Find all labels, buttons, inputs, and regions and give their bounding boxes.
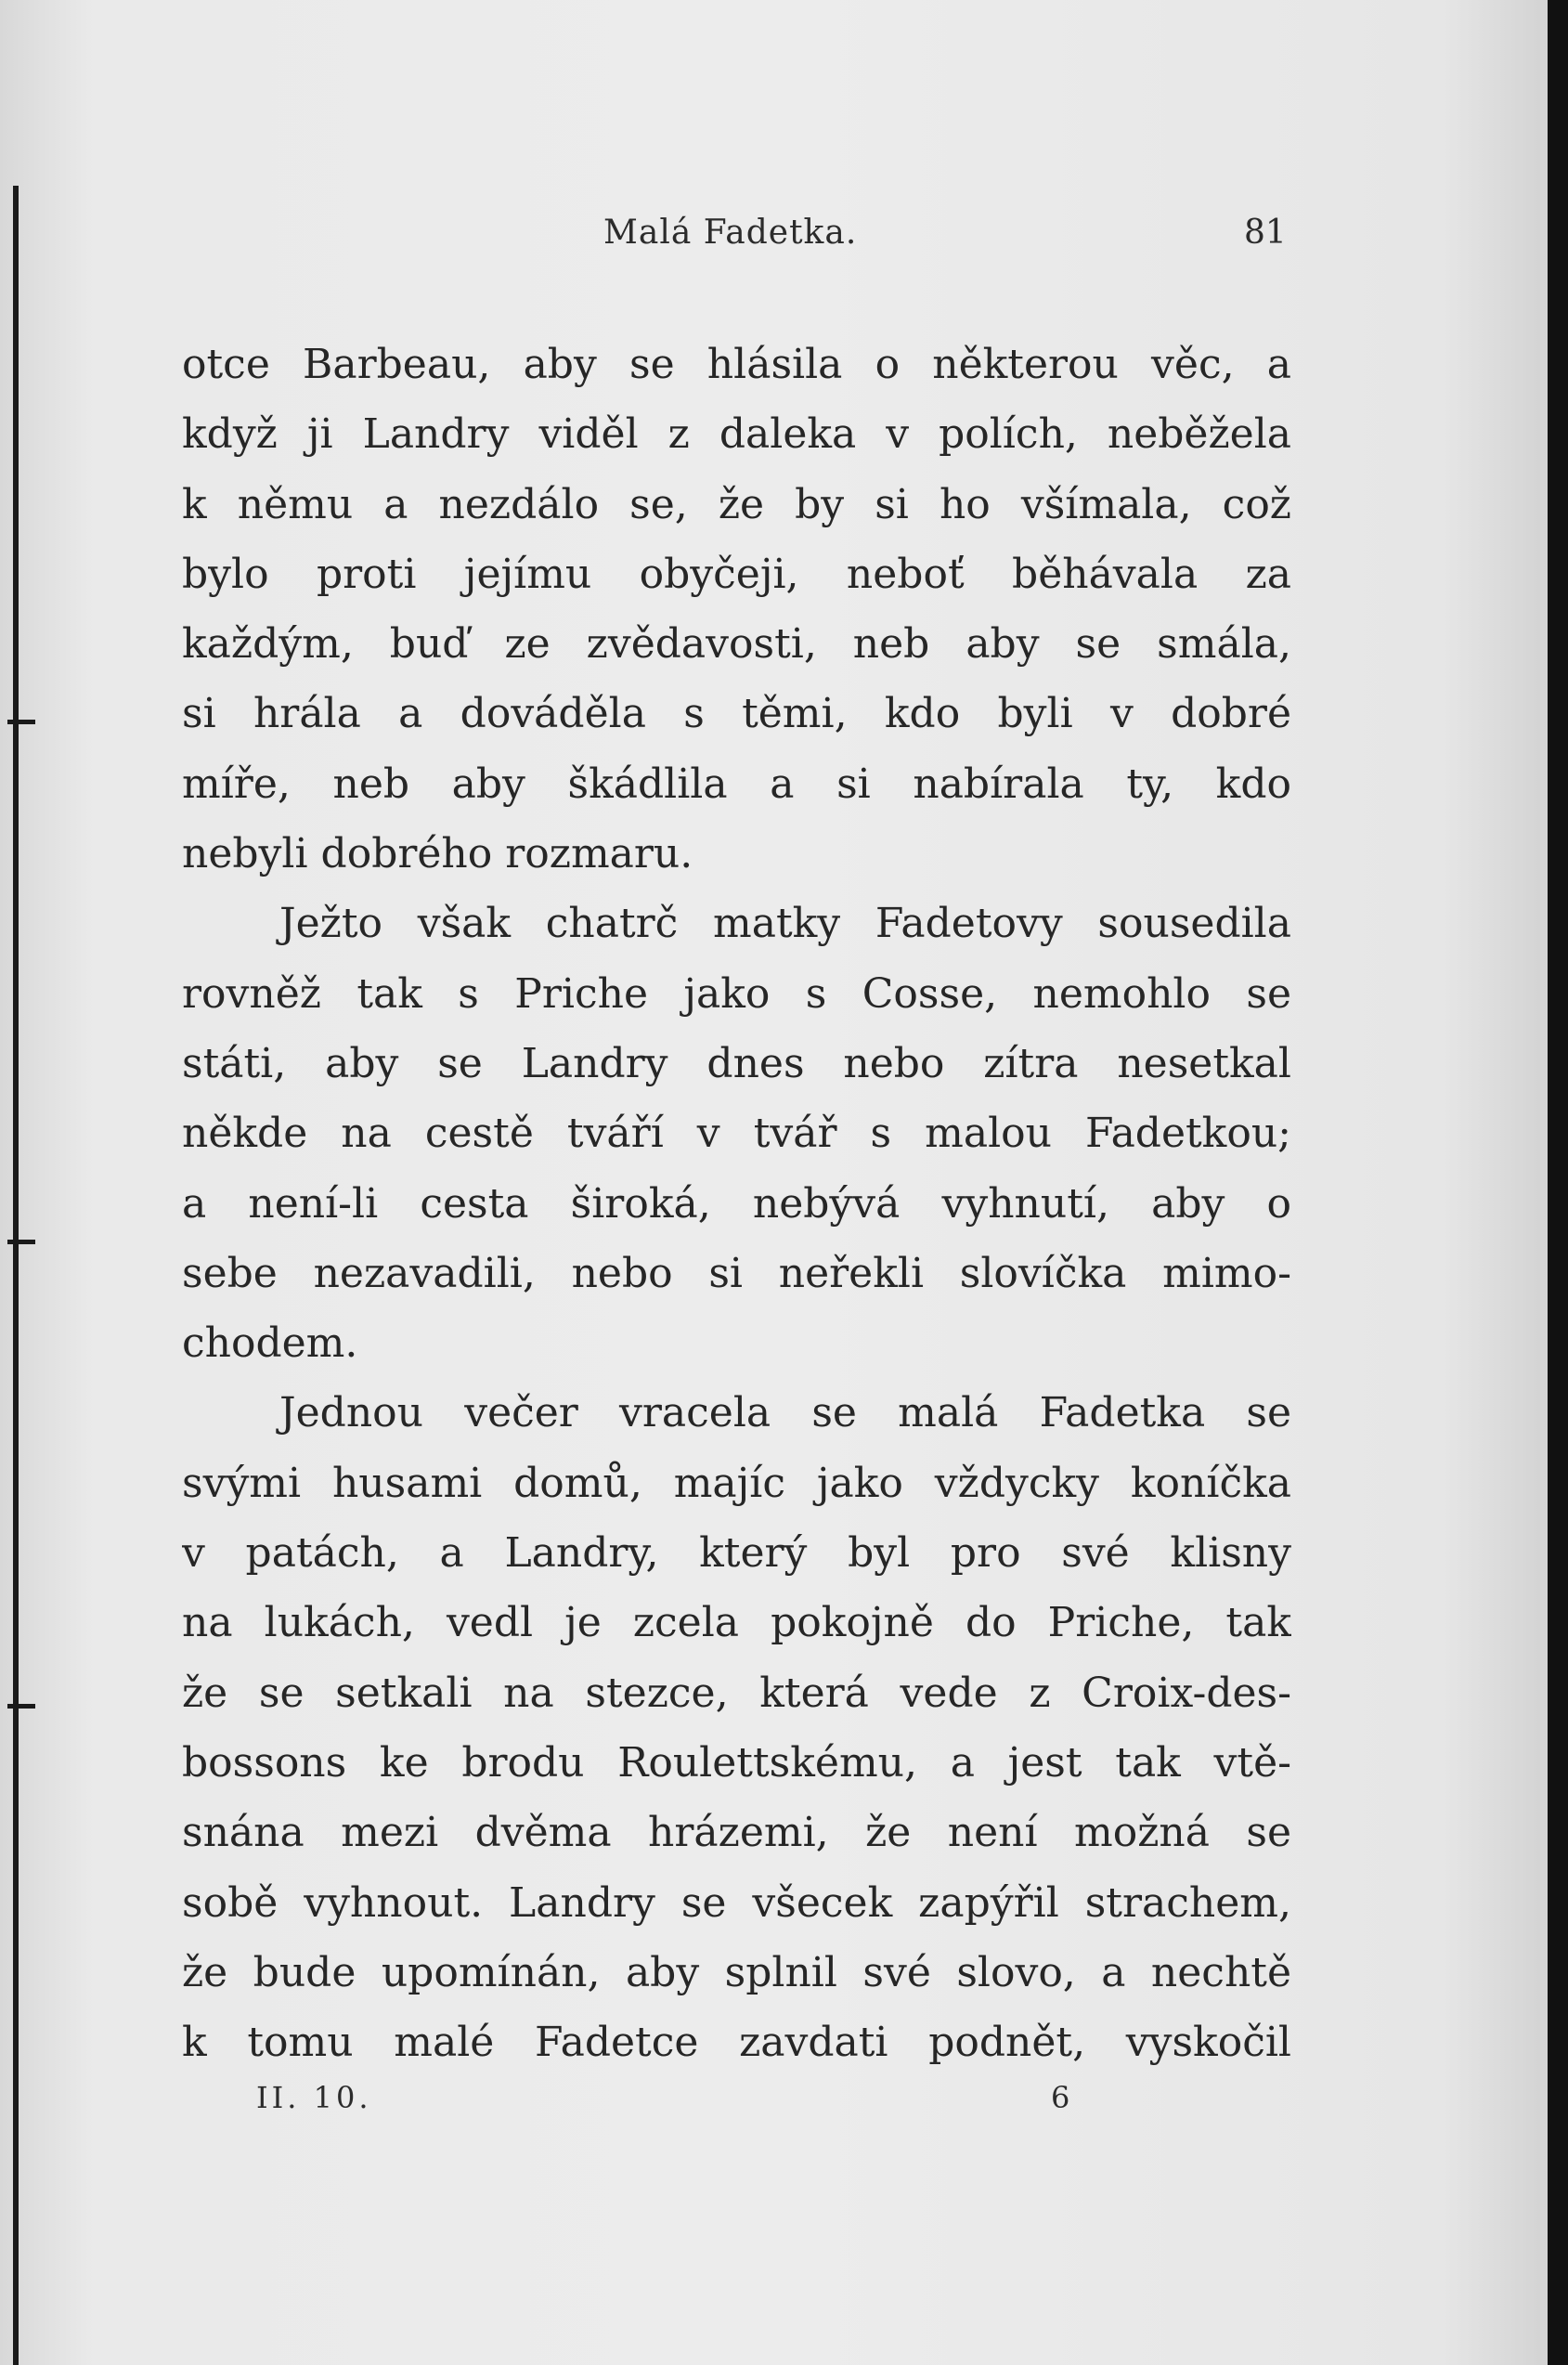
page-number: 81 [1244, 214, 1287, 252]
text-line: každým, buď ze zvědavosti, neb aby se smála, [182, 620, 1291, 669]
text-line: na lukách, vedl je zcela pokojně do Priche, tak [182, 1599, 1291, 1647]
text-line: svými husami domů, majíc jako vždycky koníčka [182, 1459, 1291, 1507]
text-line: míře, neb aby škádlila a si nabírala ty, kdo [182, 760, 1291, 808]
sheet-number: 6 [1051, 2080, 1070, 2115]
binding-mark [7, 1704, 35, 1709]
text-line: snána mezi dvěma hrázemi, že není možná se [182, 1809, 1291, 1857]
text-line: v patách, a Landry, který byl pro své klisny [182, 1529, 1291, 1578]
page-edge-shadow [1548, 0, 1568, 2365]
text-line: rovněž tak s Priche jako s Cosse, nemohlo se [182, 969, 1291, 1018]
page-footer [0, 2080, 1568, 2126]
text-line: si hrála a dováděla s těmi, kdo byli v dobré [182, 690, 1291, 738]
running-header [0, 214, 1568, 260]
binding-mark [7, 1240, 35, 1244]
text-line: chodem. [182, 1319, 358, 1368]
body-text [182, 330, 1291, 2077]
text-line: bossons ke brodu Roulettskému, a jest tak vtě- [182, 1738, 1291, 1787]
text-line: že se setkali na stezce, která vede z Croix-des- [182, 1669, 1291, 1717]
text-line: k tomu malé Fadetce zavdati podnět, vyskočil [182, 2019, 1291, 2067]
running-title: Malá Fadetka. [603, 214, 858, 252]
binding-mark [7, 720, 35, 724]
text-line: a není-li cesta široká, nebývá vyhnutí, aby o [182, 1179, 1291, 1228]
signature-mark: II. 10. [256, 2080, 372, 2115]
text-line: někde na cestě tváří v tvář s malou Fadetkou; [182, 1110, 1291, 1158]
text-line: že bude upomínán, aby splnil své slovo, a nechtě [182, 1948, 1291, 1996]
binding-edge [13, 186, 19, 2365]
text-line: sebe nezavadili, nebo si neřekli slovíčka mimo- [182, 1249, 1291, 1297]
text-line: k němu a nezdálo se, že by si ho všímala, což [182, 480, 1291, 528]
text-line: Jednou večer vracela se malá Fadetka se [279, 1389, 1291, 1437]
text-line: Ježto však chatrč matky Fadetovy sousedila [279, 900, 1291, 948]
text-line: když ji Landry viděl z daleka v polích, neběžela [182, 410, 1291, 459]
text-line: bylo proti jejímu obyčeji, neboť běhávala za [182, 550, 1291, 598]
text-line: státi, aby se Landry dnes nebo zítra nesetkal [182, 1039, 1291, 1087]
text-line: sobě vyhnout. Landry se všecek zapýřil strachem, [182, 1878, 1291, 1927]
text-line: otce Barbeau, aby se hlásila o některou věc, a [182, 341, 1291, 388]
text-line: nebyli dobrého rozmaru. [182, 830, 693, 878]
